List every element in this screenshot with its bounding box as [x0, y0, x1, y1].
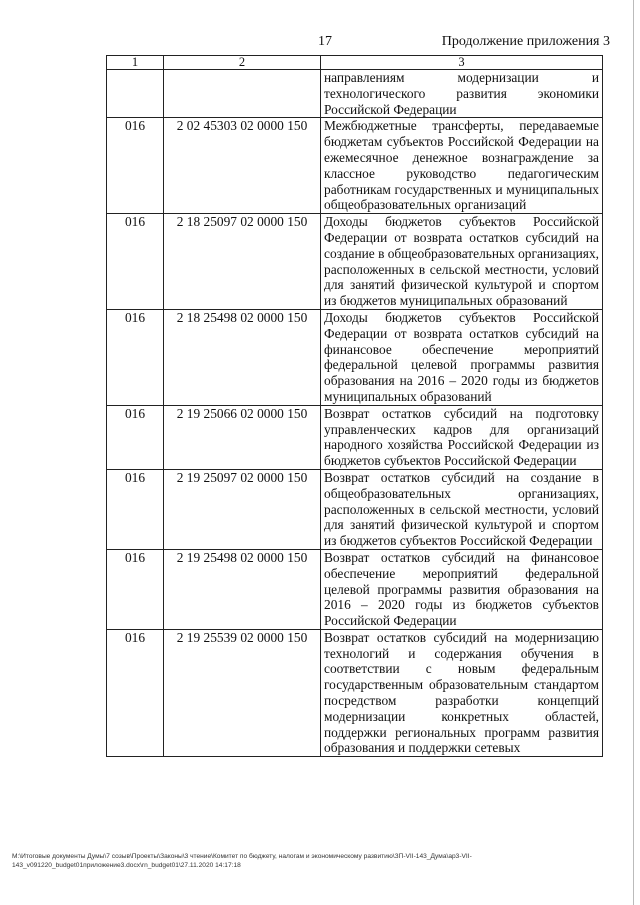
file-path-footer: М:\Итоговые документы Думы\7 созыв\Проекты\Законы\3 чтение\Комитет по бюджету, налогам и экономическому развитию\ЗП-VII-143_Дума\ар3-VII-143_v091220_budget01приложение3.docx\rn_budget01\27.11.2020 14:17:18 — [12, 853, 472, 869]
table-row — [107, 214, 603, 310]
table-row — [107, 309, 603, 405]
description-cell: Доходы бюджетов субъектов Российской Федерации от возврата остатков субсидий на финансовое обеспечение мероприятий федеральной целевой программы развития образования на 2016 – 2020 годы из бюджетов муниципальных образований — [321, 309, 603, 405]
table-row — [107, 70, 603, 118]
budget-code-cell — [164, 70, 321, 118]
admin-code-cell: 016 — [107, 118, 164, 214]
description-cell: Возврат остатков субсидий на модернизацию технологий и содержания обучения в соответствии с новым федеральным государственным образовательным стандартом посредством разработки концепций модернизации конкретных областей, поддержки региональных программ развития образования и поддержки сетевых — [321, 629, 603, 756]
table-row — [107, 469, 603, 549]
admin-code-cell: 016 — [107, 469, 164, 549]
column-header-1: 1 — [107, 56, 164, 70]
admin-code-cell — [107, 70, 164, 118]
budget-code-cell: 2 18 25498 02 0000 150 — [164, 309, 321, 405]
continuation-title: Продолжение приложения 3 — [441, 34, 610, 49]
admin-code-cell: 016 — [107, 549, 164, 629]
description-cell: Возврат остатков субсидий на создание в общеобразовательных организациях, расположенных в сельской местности, условий для занятий физической культурой и спортом из бюджетов субъектов Российской Федерации — [321, 469, 603, 549]
description-cell: Межбюджетные трансферты, передаваемые бюджетам субъектов Российской Федерации на ежемесячное денежное вознаграждение за классное руководство педагогическим работникам государственных и муниципальных общеобразовательных организаций — [321, 118, 603, 214]
description-cell: Возврат остатков субсидий на финансовое обеспечение мероприятий федеральной целевой программы развития образования на 2016 – 2020 годы из бюджетов субъектов Российской Федерации — [321, 549, 603, 629]
admin-code-cell: 016 — [107, 309, 164, 405]
page-edge-line — [633, 0, 634, 905]
description-cell: Возврат остатков субсидий на подготовку управленческих кадров для организаций народного хозяйства Российской Федерации из бюджетов субъектов Российской Федерации — [321, 405, 603, 469]
budget-code-cell: 2 02 45303 02 0000 150 — [164, 118, 321, 214]
admin-code-cell: 016 — [107, 629, 164, 756]
table-header-row — [107, 56, 603, 70]
budget-code-cell: 2 19 25097 02 0000 150 — [164, 469, 321, 549]
description-cell: Доходы бюджетов субъектов Российской Федерации от возврата остатков субсидий на создание в общеобразовательных организациях, расположенных в сельской местности, условий для занятий физической культурой и спортом из бюджетов муниципальных образований — [321, 214, 603, 310]
admin-code-cell: 016 — [107, 405, 164, 469]
revenue-codes-table — [106, 55, 603, 757]
page-number: 17 — [318, 34, 332, 49]
budget-code-cell: 2 19 25066 02 0000 150 — [164, 405, 321, 469]
table-row — [107, 549, 603, 629]
column-header-2: 2 — [164, 56, 321, 70]
table-row — [107, 118, 603, 214]
column-header-3: 3 — [321, 56, 603, 70]
budget-code-cell: 2 19 25498 02 0000 150 — [164, 549, 321, 629]
budget-code-cell: 2 18 25097 02 0000 150 — [164, 214, 321, 310]
table-row — [107, 405, 603, 469]
description-cell: направлениям модернизации и технологического развития экономики Российской Федерации — [321, 70, 603, 118]
table-row — [107, 629, 603, 756]
budget-code-cell: 2 19 25539 02 0000 150 — [164, 629, 321, 756]
admin-code-cell: 016 — [107, 214, 164, 310]
